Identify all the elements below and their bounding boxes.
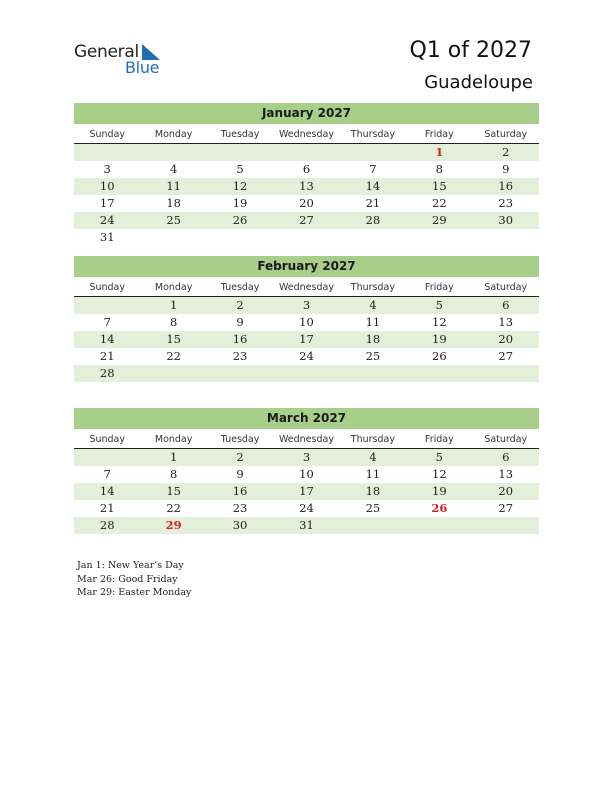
- day-cell: 12: [432, 467, 447, 481]
- day-cell: 6: [302, 162, 311, 176]
- day-cell: [140, 144, 206, 161]
- day-cell: 23: [498, 196, 514, 210]
- day-cell: 24: [99, 213, 115, 227]
- day-cell: 11: [365, 467, 381, 481]
- day-cell: [340, 517, 406, 534]
- day-cell: 10: [99, 179, 115, 193]
- day-cell: 31: [299, 518, 314, 532]
- weekday-label: Wednesday: [278, 434, 334, 445]
- weekday-label: Monday: [154, 282, 193, 293]
- day-cell: 27: [299, 213, 314, 227]
- week-row: [74, 483, 539, 500]
- day-cell: 25: [365, 349, 381, 363]
- day-cell: 10: [299, 467, 314, 481]
- day-cell: 7: [103, 467, 111, 481]
- weekday-label: Tuesday: [220, 282, 260, 293]
- holiday-notes: [77, 559, 191, 600]
- day-cell: 4: [169, 162, 178, 176]
- week-row: [74, 297, 539, 314]
- holiday-day-cell: 26: [431, 501, 448, 515]
- day-cell: [273, 365, 339, 382]
- holiday-note: Mar 29: Easter Monday: [77, 587, 192, 598]
- day-cell: [273, 229, 339, 246]
- week-row: [74, 466, 539, 483]
- day-cell: [140, 229, 206, 246]
- week-row: [74, 517, 539, 534]
- logo-text-blue: Blue: [125, 58, 160, 77]
- month-header: March 2027: [74, 408, 539, 429]
- day-cell: 14: [99, 332, 115, 346]
- day-cell: 5: [236, 162, 244, 176]
- month-january: [74, 103, 539, 246]
- weekday-header-row: [74, 280, 539, 297]
- day-cell: [74, 144, 140, 161]
- weekday-label: Thursday: [350, 282, 395, 293]
- day-cell: [406, 517, 472, 534]
- day-cell: 19: [432, 484, 447, 498]
- day-cell: 6: [502, 298, 510, 312]
- holiday-day-cell: 1: [435, 145, 444, 159]
- day-cell: 29: [432, 213, 447, 227]
- weekday-label: Friday: [424, 282, 454, 293]
- day-cell: [74, 449, 140, 466]
- day-cell: [340, 365, 406, 382]
- day-cell: 8: [169, 467, 178, 481]
- weekday-label: Wednesday: [278, 282, 334, 293]
- day-cell: 3: [103, 162, 111, 176]
- day-cell: 20: [498, 484, 514, 498]
- weekday-label: Friday: [424, 434, 454, 445]
- week-row: [74, 195, 539, 212]
- day-cell: 17: [99, 196, 115, 210]
- week-row: [74, 144, 539, 161]
- day-cell: 18: [365, 484, 381, 498]
- weekday-label: Friday: [424, 129, 454, 140]
- day-cell: 24: [299, 349, 314, 363]
- week-row: [74, 331, 539, 348]
- weekday-label: Monday: [154, 129, 193, 140]
- month-february: [74, 256, 539, 382]
- week-row: [74, 178, 539, 195]
- holiday-note: Jan 1: New Year’s Day: [77, 560, 184, 571]
- weekday-label: Sunday: [89, 282, 125, 293]
- day-cell: 15: [166, 332, 181, 346]
- day-cell: 28: [99, 366, 115, 380]
- weekday-label: Monday: [154, 434, 193, 445]
- day-cell: [340, 229, 406, 246]
- day-cell: 20: [299, 196, 314, 210]
- page-title: Q1 of 2027: [409, 38, 532, 63]
- weekday-header-row: [74, 127, 539, 144]
- day-cell: 21: [99, 501, 115, 515]
- day-cell: 25: [166, 213, 181, 227]
- weekday-label: Thursday: [350, 434, 395, 445]
- day-cell: 22: [166, 349, 181, 363]
- day-cell: 30: [232, 518, 248, 532]
- day-cell: 23: [232, 501, 248, 515]
- month-header: February 2027: [74, 256, 539, 277]
- day-cell: 26: [232, 213, 248, 227]
- day-cell: 2: [236, 450, 244, 464]
- day-cell: 8: [435, 162, 443, 176]
- day-cell: 28: [99, 518, 115, 532]
- day-cell: 16: [232, 484, 248, 498]
- weekday-label: Saturday: [484, 129, 528, 140]
- holiday-note: Mar 26: Good Friday: [77, 573, 178, 585]
- day-cell: 27: [498, 349, 514, 363]
- day-cell: 4: [369, 450, 377, 464]
- day-cell: 14: [99, 484, 115, 498]
- day-cell: 9: [502, 162, 510, 176]
- weekday-label: Saturday: [484, 434, 528, 445]
- weekday-header-row: [74, 432, 539, 449]
- day-cell: 31: [99, 230, 115, 244]
- weekday-label: Tuesday: [220, 434, 260, 445]
- day-cell: 19: [232, 196, 248, 210]
- day-cell: 8: [169, 315, 178, 329]
- day-cell: 6: [502, 450, 510, 464]
- logo-text-general: General: [74, 42, 139, 62]
- day-cell: 22: [166, 501, 181, 515]
- day-cell: 23: [232, 349, 248, 363]
- day-cell: 1: [169, 298, 178, 312]
- day-cell: 2: [502, 145, 510, 159]
- day-cell: 26: [432, 349, 447, 363]
- week-row: [74, 365, 539, 382]
- day-cell: 12: [432, 315, 447, 329]
- weekday-label: Wednesday: [278, 129, 334, 140]
- day-cell: 16: [232, 332, 248, 346]
- day-cell: 18: [166, 196, 181, 210]
- day-cell: 24: [299, 501, 314, 515]
- day-cell: 21: [365, 196, 381, 210]
- day-cell: 18: [365, 332, 381, 346]
- day-cell: 25: [365, 501, 381, 515]
- day-cell: 22: [432, 196, 447, 210]
- generalblue-logo: [74, 42, 174, 78]
- day-cell: 9: [236, 467, 244, 481]
- day-cell: [273, 144, 339, 161]
- weekday-label: Saturday: [484, 282, 528, 293]
- day-cell: [473, 517, 539, 534]
- week-row: [74, 212, 539, 229]
- month-march: [74, 408, 539, 534]
- day-cell: [473, 365, 539, 382]
- weekday-label: Tuesday: [220, 129, 260, 140]
- day-cell: 19: [432, 332, 447, 346]
- day-cell: [74, 297, 140, 314]
- week-row: [74, 348, 539, 365]
- day-cell: 4: [369, 298, 377, 312]
- week-row: [74, 161, 539, 178]
- day-cell: [406, 365, 472, 382]
- day-cell: 11: [166, 179, 181, 193]
- day-cell: 11: [365, 315, 381, 329]
- week-row: [74, 500, 539, 517]
- day-cell: 7: [103, 315, 111, 329]
- month-header: January 2027: [74, 103, 539, 124]
- day-cell: [406, 229, 472, 246]
- weekday-label: Sunday: [89, 129, 125, 140]
- day-cell: 3: [302, 450, 311, 464]
- day-cell: 13: [299, 179, 314, 193]
- weekday-label: Sunday: [89, 434, 125, 445]
- day-cell: 7: [369, 162, 377, 176]
- day-cell: 9: [236, 315, 244, 329]
- day-cell: 20: [498, 332, 514, 346]
- day-cell: [140, 365, 206, 382]
- week-row: [74, 314, 539, 331]
- day-cell: 21: [99, 349, 115, 363]
- day-cell: 17: [299, 484, 314, 498]
- day-cell: 5: [435, 298, 443, 312]
- day-cell: 27: [498, 501, 514, 515]
- day-cell: 17: [299, 332, 314, 346]
- day-cell: 12: [232, 179, 248, 193]
- day-cell: [207, 229, 273, 246]
- day-cell: 28: [365, 213, 381, 227]
- day-cell: 2: [236, 298, 244, 312]
- day-cell: [207, 365, 273, 382]
- day-cell: 15: [432, 179, 447, 193]
- weekday-label: Thursday: [350, 129, 395, 140]
- day-cell: 10: [299, 315, 314, 329]
- day-cell: 13: [498, 315, 514, 329]
- holiday-day-cell: 29: [165, 518, 182, 532]
- day-cell: 13: [498, 467, 514, 481]
- day-cell: [340, 144, 406, 161]
- day-cell: 14: [365, 179, 381, 193]
- day-cell: [473, 229, 539, 246]
- page-subtitle: Guadeloupe: [424, 72, 533, 93]
- day-cell: 3: [302, 298, 311, 312]
- day-cell: 5: [435, 450, 443, 464]
- day-cell: 15: [166, 484, 181, 498]
- week-row: [74, 449, 539, 466]
- day-cell: 1: [169, 450, 178, 464]
- week-row: [74, 229, 539, 246]
- day-cell: 30: [498, 213, 514, 227]
- day-cell: [207, 144, 273, 161]
- day-cell: 16: [498, 179, 514, 193]
